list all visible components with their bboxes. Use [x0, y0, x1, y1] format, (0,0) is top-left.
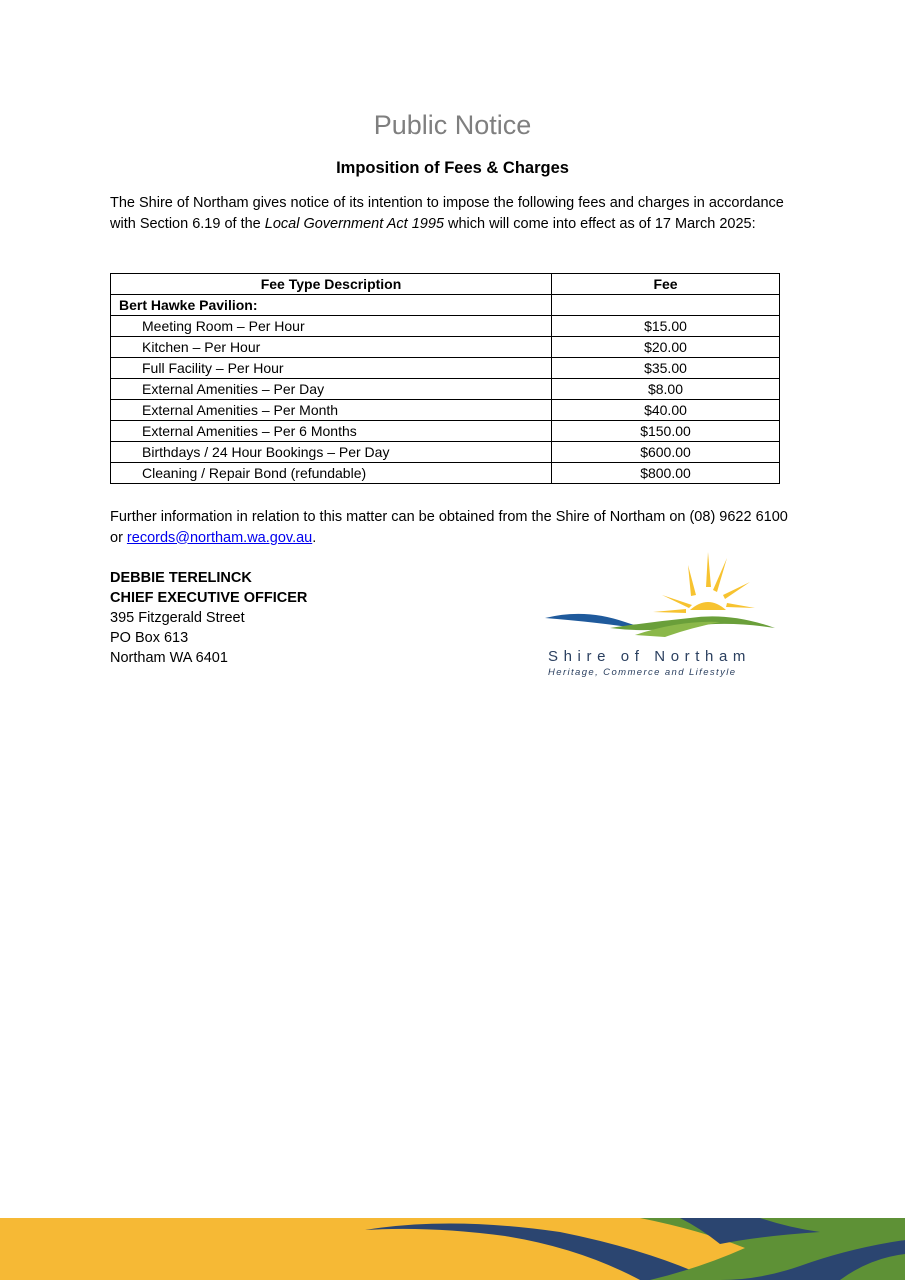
- address-street: 395 Fitzgerald Street: [110, 610, 245, 626]
- table-row: [111, 337, 780, 358]
- fee-description: Birthdays / 24 Hour Bookings – Per Day: [111, 442, 552, 463]
- header-fee: Fee: [552, 274, 780, 295]
- intro-text-2: which will come into effect as of 17 March 2025:: [443, 215, 756, 232]
- table-row: [111, 358, 780, 379]
- fee-amount: $600.00: [552, 442, 780, 463]
- fee-table: [110, 273, 780, 484]
- signatory-name: DEBBIE TERELINCK: [110, 570, 252, 586]
- fee-description: Full Facility – Per Hour: [111, 358, 552, 379]
- page-title: Public Notice: [373, 110, 532, 140]
- table-row: [111, 379, 780, 400]
- sun-arc-icon: [690, 602, 726, 610]
- table-row: [111, 442, 780, 463]
- signatory-position: CHIEF EXECUTIVE OFFICER: [110, 590, 308, 606]
- address-po-box: PO Box 613: [110, 630, 189, 646]
- fee-amount: $15.00: [552, 316, 780, 337]
- fee-amount: $150.00: [552, 421, 780, 442]
- email-link[interactable]: records@northam.wa.gov.au: [126, 529, 313, 546]
- fee-description: Kitchen – Per Hour: [111, 337, 552, 358]
- signature-block: [110, 568, 307, 668]
- logo-tagline: Heritage, Commerce and Lifestyle: [548, 667, 737, 678]
- fee-description: External Amenities – Per 6 Months: [111, 421, 552, 442]
- fee-description: External Amenities – Per Day: [111, 379, 552, 400]
- section-row: [111, 295, 780, 316]
- table-row: [111, 463, 780, 484]
- table-row: [111, 421, 780, 442]
- section-fee-empty: [552, 295, 780, 316]
- fee-amount: $20.00: [552, 337, 780, 358]
- fee-amount: $800.00: [552, 463, 780, 484]
- further-info-end: .: [312, 529, 317, 546]
- table-row: [111, 400, 780, 421]
- intro-paragraph: [110, 193, 800, 234]
- notice-subtitle: Imposition of Fees & Charges: [336, 159, 569, 177]
- further-info-paragraph: [110, 507, 800, 548]
- fee-description: External Amenities – Per Month: [111, 400, 552, 421]
- fee-description: Meeting Room – Per Hour: [111, 316, 552, 337]
- fee-amount: $35.00: [552, 358, 780, 379]
- footer-wave-banner: [0, 1218, 905, 1280]
- address-town: Northam WA 6401: [110, 650, 228, 666]
- further-info-text: Further information in relation to this matter can be obtained from the Shire of Northam on (08) 9622 6100 or: [110, 509, 788, 546]
- fee-amount: $40.00: [552, 400, 780, 421]
- intro-text-1: The Shire of Northam gives notice of its intention to impose the following fees and charges in accordance with Section 6.19 of the: [110, 195, 784, 232]
- fee-amount: $8.00: [552, 379, 780, 400]
- section-label: Bert Hawke Pavilion:: [111, 295, 552, 316]
- fee-description: Cleaning / Repair Bond (refundable): [111, 463, 552, 484]
- logo-wordmark: Shire of Northam: [548, 648, 751, 665]
- table-row: [111, 316, 780, 337]
- header-fee-type: Fee Type Description: [111, 274, 552, 295]
- fee-table-header-row: [111, 274, 780, 295]
- act-name: Local Government Act 1995: [264, 215, 444, 232]
